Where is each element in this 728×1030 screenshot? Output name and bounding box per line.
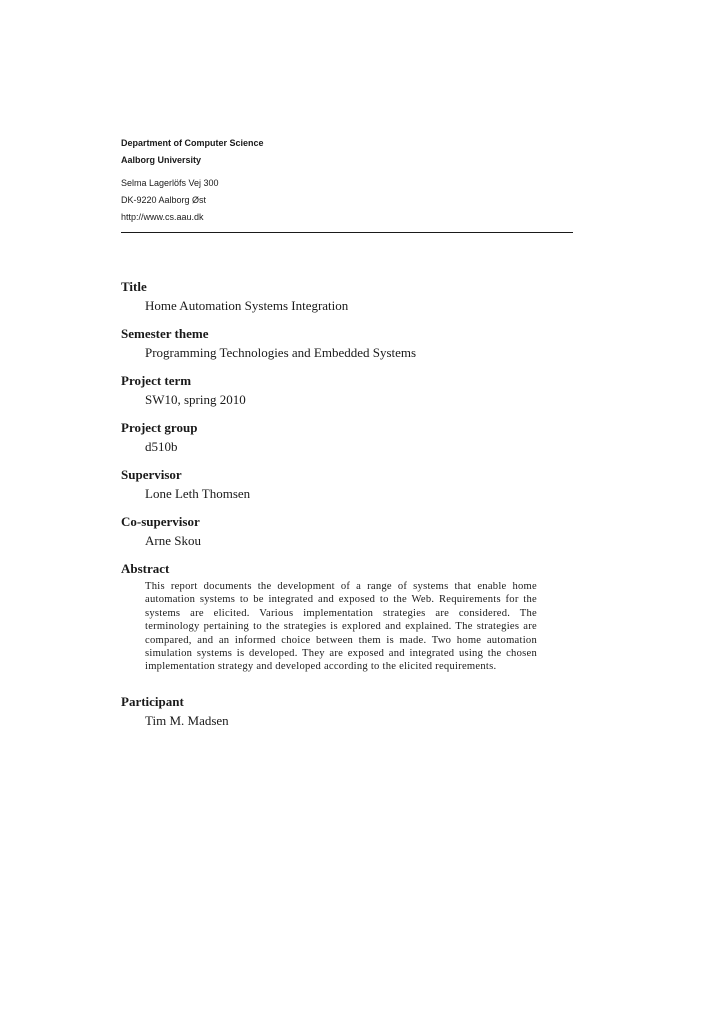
field-label: Supervisor bbox=[121, 467, 182, 482]
field-value: Programming Technologies and Embedded Systems bbox=[145, 345, 417, 360]
field-title bbox=[121, 278, 541, 316]
participant-label: Participant bbox=[121, 693, 184, 709]
institution-url: http://www.cs.aau.dk bbox=[121, 212, 204, 222]
field-label: Project group bbox=[121, 420, 198, 435]
field-label: Co-supervisor bbox=[121, 514, 200, 529]
institution-header bbox=[121, 135, 573, 226]
address-line-2: DK-9220 Aalborg Øst bbox=[121, 195, 207, 205]
field-value: Arne Skou bbox=[145, 533, 201, 548]
horizontal-divider bbox=[121, 232, 573, 233]
abstract-text: This report documents the development of a range of systems that enable home automation systems to be integrated and exposed to the Web. Requirements for the systems are elicited. Various implementation strategies are considered. The terminology pertaining to the strategies is explored and explained. The strategies are compared, and an informed choice between them is made. Two home automation simulation systems is developed. They are exposed and integrated using the chosen implementation strategy and developed according to the elicited requirements. bbox=[145, 581, 537, 673]
field-abstract bbox=[121, 560, 541, 674]
field-co-supervisor bbox=[121, 513, 541, 551]
field-semester-theme bbox=[121, 325, 541, 363]
field-value: Home Automation Systems Integration bbox=[145, 298, 349, 313]
field-label: Title bbox=[121, 279, 147, 294]
abstract-label: Abstract bbox=[121, 561, 170, 576]
participant-name: Tim M. Madsen bbox=[145, 712, 229, 728]
field-project-term bbox=[121, 372, 541, 410]
university-name: Aalborg University bbox=[121, 155, 202, 165]
field-project-group bbox=[121, 419, 541, 457]
field-value: d510b bbox=[145, 439, 178, 454]
address-line-1: Selma Lagerlöfs Vej 300 bbox=[121, 178, 219, 188]
field-label: Semester theme bbox=[121, 326, 209, 341]
field-participant bbox=[121, 693, 541, 731]
department-name: Department of Computer Science bbox=[121, 138, 264, 148]
field-value: SW10, spring 2010 bbox=[145, 392, 246, 407]
field-value: Lone Leth Thomsen bbox=[145, 486, 251, 501]
field-label: Project term bbox=[121, 373, 192, 388]
field-supervisor bbox=[121, 466, 541, 504]
project-fields bbox=[121, 278, 541, 740]
